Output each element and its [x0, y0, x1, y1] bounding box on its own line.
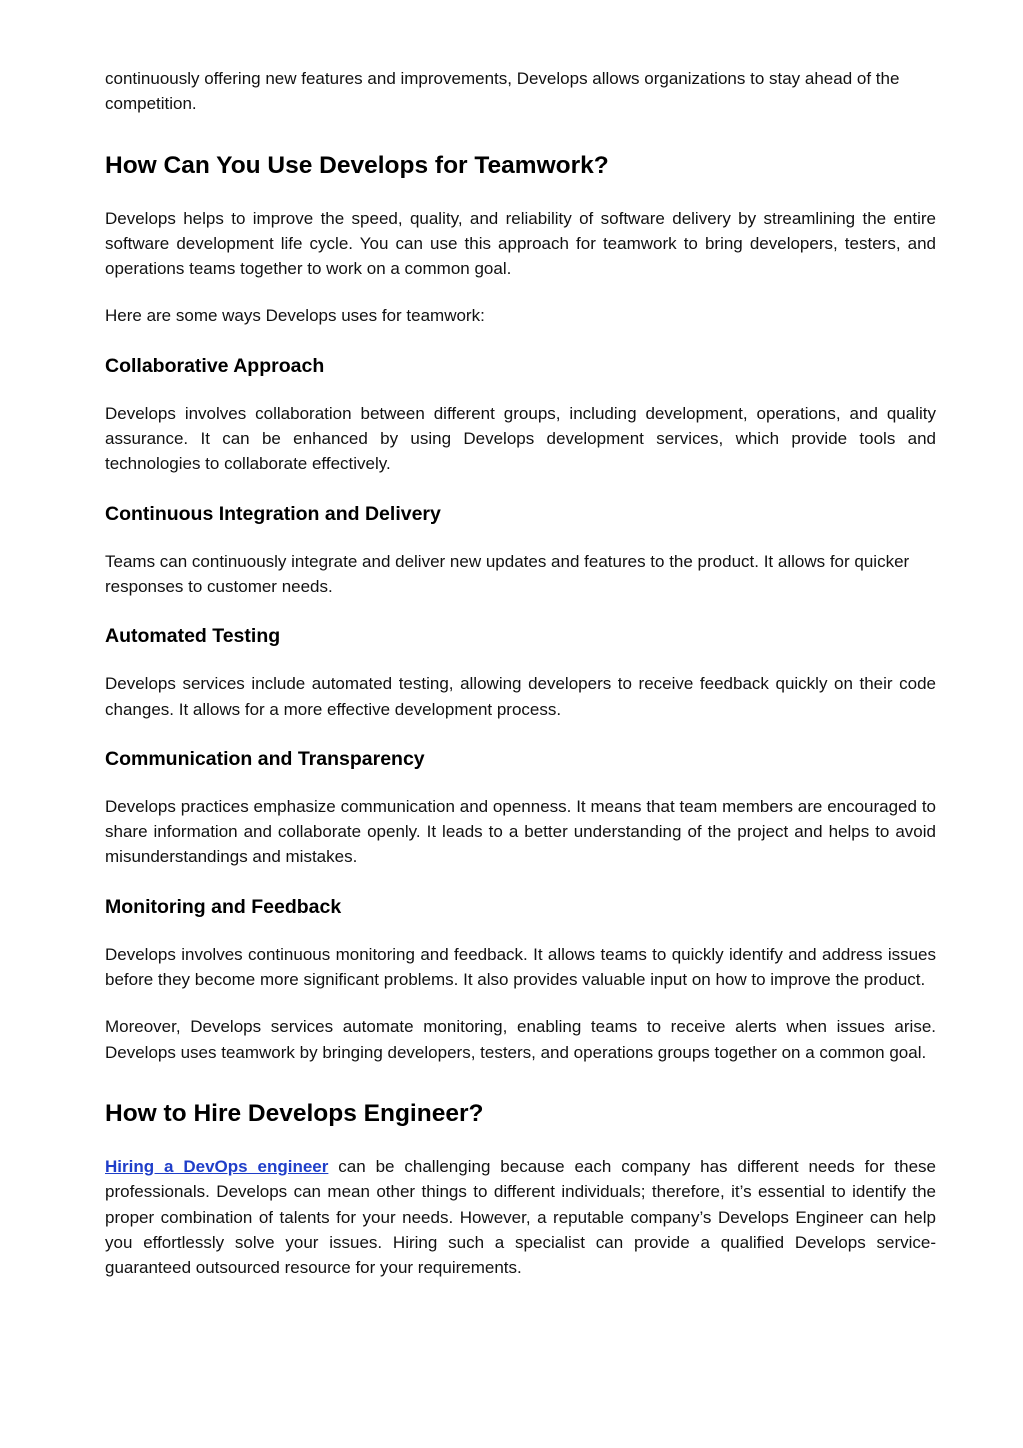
hiring-devops-engineer-link[interactable]: Hiring a DevOps engineer	[105, 1156, 329, 1176]
heading-teamwork: How Can You Use Develops for Teamwork?	[105, 151, 609, 179]
heading-monitoring-feedback: Monitoring and Feedback	[105, 895, 342, 918]
heading-communication-transparency: Communication and Transparency	[105, 747, 425, 770]
heading-automated-testing: Automated Testing	[105, 625, 281, 648]
heading-ci-cd: Continuous Integration and Delivery	[105, 502, 441, 525]
teamwork-ways-intro: Here are some ways Develops uses for teamwork:	[105, 306, 485, 326]
ci-cd-paragraph: Teams can continuously integrate and deliver new updates and features to the product. It allows for quicker responses to customer needs.	[105, 551, 910, 596]
monitoring-feedback-paragraph: Develops involves continuous monitoring and feedback. It allows teams to quickly identify and address issues before they become more significant problems. It also provides valuable input on how to improve the product.	[105, 944, 936, 990]
automated-testing-paragraph: Develops services include automated testing, allowing developers to receive feedback quickly on their code changes. It allows for a more effective development process.	[105, 674, 936, 719]
collaborative-approach-paragraph: Develops involves collaboration between different groups, including development, operations, and quality assurance. It can be enhanced by using Develops development services, which provide tools and technologies to collaborate effectively.	[105, 403, 936, 474]
teamwork-paragraph: Develops helps to improve the speed, quality, and reliability of software delivery by streamlining the entire software development life cycle. You can use this approach for teamwork to bring developers, testers, and operations teams together to work on a common goal.	[105, 208, 936, 279]
hire-engineer-paragraph	[105, 1154, 936, 1280]
communication-transparency-paragraph: Develops practices emphasize communication and openness. It means that team members are encouraged to share information and collaborate openly. It leads to a better understanding of the project and helps to avoid misunderstandings and mistakes.	[105, 796, 936, 867]
heading-hire-engineer: How to Hire Develops Engineer?	[105, 1099, 484, 1127]
hire-engineer-text: can be challenging because each company has different needs for these professionals. Develops can mean other things to different individuals; therefore, it’s essential to identify the proper combination of talents for your needs. However, a reputable company’s Develops Engineer can help you effortlessly solve your issues. Hiring such a specialist can provide a qualified Develops service-guaranteed outsourced resource for your requirements.	[105, 1156, 936, 1278]
moreover-paragraph: Moreover, Develops services automate monitoring, enabling teams to receive alerts when issues arise. Develops uses teamwork by bringing developers, testers, and operations groups together on a common goal.	[105, 1017, 936, 1062]
intro-paragraph: continuously offering new features and improvements, Develops allows organizations to stay ahead of the competition.	[105, 69, 900, 114]
document-page	[105, 66, 936, 1280]
heading-collaborative-approach: Collaborative Approach	[105, 354, 325, 377]
